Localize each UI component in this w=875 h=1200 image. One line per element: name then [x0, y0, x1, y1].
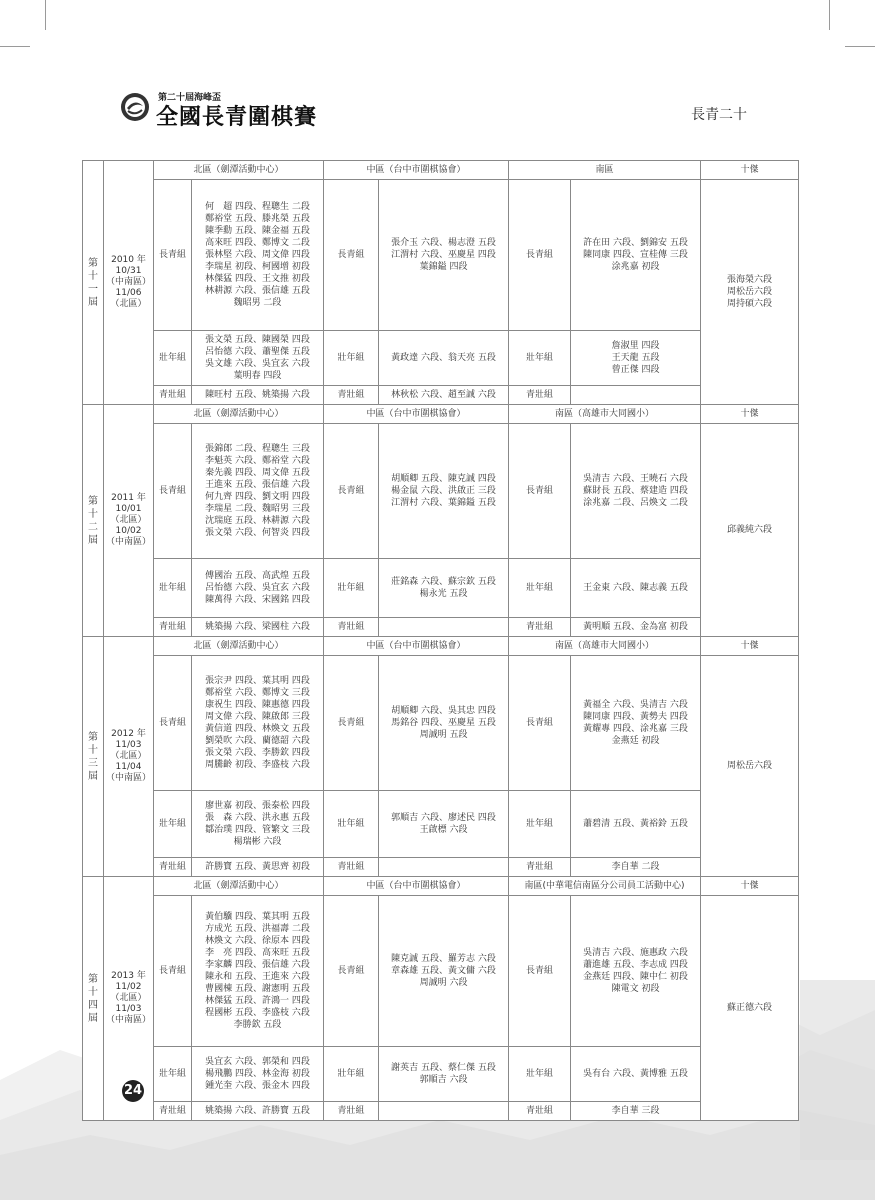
- central-players: [379, 331, 509, 386]
- central-players-line: 莊銘森 六段、蘇宗欽 五段: [391, 577, 496, 587]
- north-players-line: 沈瑞庭 五段、林耕源 六段: [205, 516, 310, 526]
- north-players: [192, 559, 324, 618]
- region-header-row: [83, 405, 799, 424]
- south-players-line: 黃福全 六段、吳清吉 六段: [583, 700, 688, 710]
- group-label: 長青組: [509, 896, 571, 1047]
- session-label: [83, 405, 104, 637]
- central-players: [379, 791, 509, 858]
- session-label-line: 屆: [88, 1012, 98, 1024]
- session-date-line: 11/02: [115, 982, 142, 992]
- north-players-line: 楊瑞彬 六段: [233, 837, 282, 847]
- north-players-line: 陳永和 五段、王進來 六段: [205, 972, 310, 982]
- session-label-line: 第: [88, 731, 98, 743]
- group-row-qingzhuang: [83, 618, 799, 637]
- north-players-line: 陳季勳 五段、陳金福 五段: [205, 226, 310, 236]
- group-row-qingzhuang: [83, 1102, 799, 1121]
- session-label-line: 三: [88, 757, 98, 769]
- group-row-zhuangnian: [83, 791, 799, 858]
- ten-elite-players-line: 周松岳六段: [727, 761, 773, 771]
- south-players-line: 蕭碧清 五段、黃裕鈴 五段: [583, 819, 688, 829]
- ten-elite-players-line: 邱義純六段: [727, 525, 773, 535]
- crop-mark: [829, 0, 830, 30]
- central-players-line: 陳克誠 五段、羅芳志 六段: [391, 954, 496, 964]
- section-title: 長青二十: [691, 107, 747, 123]
- central-players-line: 張介玉 六段、楊志澄 五段: [391, 238, 496, 248]
- central-region-header: 中區（台中市圍棋協會）: [324, 877, 509, 896]
- session-date-line: 11/06: [115, 288, 142, 298]
- north-region-header: 北區（劍潭活動中心）: [154, 161, 324, 180]
- south-players-line: 蕭進雄 五段、李志成 四段: [583, 960, 688, 970]
- group-label: 壯年組: [324, 1047, 379, 1102]
- north-players-line: 張文榮 五段、陳國榮 四段: [205, 335, 310, 345]
- south-players-line: 陳電文 初段: [611, 984, 660, 994]
- central-players: [379, 180, 509, 331]
- south-region-header: 南區: [509, 161, 701, 180]
- north-players-line: 張宗尹 四段、葉其明 四段: [205, 676, 310, 686]
- south-players-line: 曾正傑 四段: [611, 365, 660, 375]
- group-label: 長青組: [509, 424, 571, 559]
- north-region-header: 北區（劍潭活動中心）: [154, 637, 324, 656]
- group-label: 壯年組: [509, 791, 571, 858]
- north-players-line: 何九齊 四段、劉文明 四段: [205, 492, 310, 502]
- south-players-line: 李自華 二段: [611, 862, 660, 872]
- north-players-line: 鄒治璞 四段、管繁文 三段: [205, 825, 310, 835]
- results-table: [82, 160, 799, 1121]
- north-players-line: 姚築揚 六段、梁國柱 六段: [205, 622, 310, 632]
- region-header-row: [83, 877, 799, 896]
- south-players-line: 吳清吉 六段、王曉石 六段: [583, 474, 688, 484]
- north-players-line: 林煥文 六段、徐原本 四段: [205, 936, 310, 946]
- session-date-line: （北區）: [110, 299, 147, 309]
- north-players-line: 李 亮 四段、高來旺 五段: [205, 948, 310, 958]
- logo-title: 全國長青圍棋賽: [156, 105, 318, 130]
- north-players-line: 康祝生 四段、陳惠德 四段: [205, 700, 310, 710]
- north-players-line: 李瑞星 初段、柯國增 初段: [205, 262, 310, 272]
- group-label: 長青組: [324, 896, 379, 1047]
- session-date-line: （中南區）: [106, 1015, 152, 1025]
- south-players: [571, 180, 701, 331]
- south-players: [571, 896, 701, 1047]
- central-region-header: 中區（台中市圍棋協會）: [324, 161, 509, 180]
- session-date-line: 2010 年: [111, 255, 146, 265]
- north-players: [192, 656, 324, 791]
- group-label: 青壯組: [154, 386, 192, 405]
- north-players-line: 黃伯驥 四段、葉其明 五段: [205, 912, 310, 922]
- central-players-line: 郭順吉 六段: [419, 1075, 468, 1085]
- ten-elite-header: 十傑: [701, 161, 799, 180]
- ten-elite-header: 十傑: [701, 637, 799, 656]
- group-row-zhuangnian: [83, 331, 799, 386]
- north-players-line: 李瑞星 二段、魏昭男 三段: [205, 504, 310, 514]
- group-label: 壯年組: [324, 791, 379, 858]
- north-players-line: 程國彬 五段、李盛枝 六段: [205, 1008, 310, 1018]
- crop-mark: [0, 46, 30, 47]
- session-date-line: 2012 年: [111, 729, 146, 739]
- south-players-line: 黃明順 五段、金為富 初段: [583, 622, 688, 632]
- group-label: 青壯組: [509, 858, 571, 877]
- south-players: [571, 1047, 701, 1102]
- session-date-line: 11/03: [115, 740, 142, 750]
- central-region-header: 中區（台中市圍棋協會）: [324, 637, 509, 656]
- north-players: [192, 386, 324, 405]
- south-players-line: 李自華 三段: [611, 1106, 660, 1116]
- central-players-line: 謝英吉 五段、蔡仁傑 五段: [391, 1063, 496, 1073]
- north-players-line: 鄭裕堂 六段、鄭博文 三段: [205, 688, 310, 698]
- group-label: 壯年組: [509, 559, 571, 618]
- group-label: 壯年組: [154, 791, 192, 858]
- session-label-line: 屆: [88, 296, 98, 308]
- crop-mark: [45, 0, 46, 30]
- session-date: [104, 637, 154, 877]
- group-label: 青壯組: [324, 858, 379, 877]
- page-number: 24: [122, 1080, 144, 1102]
- north-players-line: 張 森 六段、洪永惠 五段: [205, 813, 310, 823]
- south-players-line: 黃耀專 四段、涂兆嘉 三段: [583, 724, 688, 734]
- central-players-line: 郭順吉 六段、廖述民 四段: [391, 813, 496, 823]
- south-players-line: 王金東 六段、陳志義 五段: [583, 583, 688, 593]
- crop-mark: [845, 46, 875, 47]
- north-players-line: 姚築揚 六段、許勝寶 五段: [205, 1106, 310, 1116]
- north-players-line: 吳文雄 六段、吳宜玄 六段: [205, 359, 310, 369]
- group-label: 長青組: [154, 656, 192, 791]
- ten-elite-players: [701, 180, 799, 405]
- south-players: [571, 559, 701, 618]
- north-players-line: 吳宜玄 六段、郭榮和 四段: [205, 1057, 310, 1067]
- session-date-line: （中南區）: [106, 537, 152, 547]
- ten-elite-players: [701, 656, 799, 877]
- central-players-line: 楊永光 五段: [419, 589, 468, 599]
- north-players-line: 廖世嘉 初段、張泰松 四段: [205, 801, 310, 811]
- session-date: [104, 161, 154, 405]
- ten-elite-players: [701, 424, 799, 637]
- north-players-line: 秦先義 四段、周文偉 五段: [205, 468, 310, 478]
- north-players-line: 陳萬得 六段、宋國銘 四段: [205, 595, 310, 605]
- session-date-line: （北區）: [110, 751, 147, 761]
- session-label-line: 二: [88, 521, 98, 533]
- north-players-line: 李勝欽 五段: [233, 1020, 282, 1030]
- group-label: 長青組: [154, 424, 192, 559]
- group-row-qingzhuang: [83, 858, 799, 877]
- group-label: 壯年組: [509, 331, 571, 386]
- north-players-line: 鄭裕堂 五段、滕兆榮 五段: [205, 214, 310, 224]
- north-players-line: 高來旺 四段、鄭博文 二段: [205, 238, 310, 248]
- north-region-header: 北區（劍潭活動中心）: [154, 877, 324, 896]
- session-label-line: 十: [88, 270, 98, 282]
- central-players-line: 周誠明 六段: [419, 978, 468, 988]
- central-players: [379, 424, 509, 559]
- central-players: [379, 618, 509, 637]
- group-label: 壯年組: [324, 559, 379, 618]
- central-players-line: 胡順卿 五段、陳克誠 四段: [391, 474, 496, 484]
- ten-elite-players-line: 周松岳六段: [727, 287, 773, 297]
- group-label: 青壯組: [509, 386, 571, 405]
- north-players-line: 曹國棟 五段、謝憲明 五段: [205, 984, 310, 994]
- south-players-line: 蘇財長 五段、蔡建造 四段: [583, 486, 688, 496]
- north-players: [192, 1102, 324, 1121]
- session-date-line: 11/03: [115, 1004, 142, 1014]
- south-players-line: 許在田 六段、劉錦安 五段: [583, 238, 688, 248]
- session-date-line: 2013 年: [111, 971, 146, 981]
- central-players: [379, 656, 509, 791]
- central-players-line: 王啟標 六段: [419, 825, 468, 835]
- north-players-line: 林傑猛 五段、許鴻一 四段: [205, 996, 310, 1006]
- session-date-line: （中南區）: [106, 773, 152, 783]
- group-label: 青壯組: [324, 1102, 379, 1121]
- central-region-header: 中區（台中市圍棋協會）: [324, 405, 509, 424]
- group-label: 壯年組: [509, 1047, 571, 1102]
- central-players: [379, 1102, 509, 1121]
- south-players: [571, 791, 701, 858]
- north-players-line: 張文榮 六段、何智炎 四段: [205, 528, 310, 538]
- session-label-line: 屆: [88, 770, 98, 782]
- north-players: [192, 331, 324, 386]
- north-players: [192, 1047, 324, 1102]
- ten-elite-players-line: 蘇正德六段: [727, 1003, 773, 1013]
- south-players-line: 陳同康 四段、宣桂傳 三段: [583, 250, 688, 260]
- north-players-line: 周文偉 六段、陳啟郎 三段: [205, 712, 310, 722]
- session-date-line: 2011 年: [111, 493, 146, 503]
- north-players-line: 鍾光奎 六段、張金木 四段: [205, 1081, 310, 1091]
- central-players: [379, 1047, 509, 1102]
- session-date-line: 10/31: [115, 266, 142, 276]
- south-players-line: 王天龍 五段: [611, 353, 660, 363]
- group-label: 壯年組: [154, 1047, 192, 1102]
- central-players: [379, 386, 509, 405]
- south-players-line: 金燕廷 四段、陳中仁 初段: [583, 972, 688, 982]
- group-label: 青壯組: [154, 858, 192, 877]
- ten-elite-players-line: 周持碩六段: [727, 299, 773, 309]
- central-players-line: 馬銘谷 四段、巫慶星 五段: [391, 718, 496, 728]
- north-players-line: 方成光 五段、洪福壽 二段: [205, 924, 310, 934]
- north-players-line: 傅國治 五段、高武煌 五段: [205, 571, 310, 581]
- south-players: [571, 656, 701, 791]
- session-date: [104, 405, 154, 637]
- central-players-line: 周誠明 五段: [419, 730, 468, 740]
- south-players-line: 吳有台 六段、黃博雅 五段: [583, 1069, 688, 1079]
- group-row-changqing: [83, 424, 799, 559]
- group-label: 青壯組: [509, 618, 571, 637]
- north-players: [192, 791, 324, 858]
- session-date-line: 11/04: [115, 762, 142, 772]
- session-label-line: 四: [88, 999, 98, 1011]
- group-label: 青壯組: [154, 1102, 192, 1121]
- north-players-line: 周騰齡 初段、李盛枝 六段: [205, 760, 310, 770]
- central-players: [379, 896, 509, 1047]
- south-region-header: 南區(中華電信南區分公司員工活動中心): [509, 877, 701, 896]
- ten-elite-players-line: 張海榮六段: [727, 275, 773, 285]
- north-players: [192, 858, 324, 877]
- north-players: [192, 896, 324, 1047]
- north-players-line: 張錦郎 二段、程聰生 三段: [205, 444, 310, 454]
- north-players-line: 何 超 四段、程聰生 二段: [205, 202, 310, 212]
- session-label-line: 屆: [88, 534, 98, 546]
- group-label: 長青組: [154, 896, 192, 1047]
- group-label: 長青組: [324, 656, 379, 791]
- north-players-line: 許勝寶 五段、黃思齊 初段: [205, 862, 310, 872]
- north-players-line: 黃信道 四段、林煥文 五段: [205, 724, 310, 734]
- south-players-line: 詹淑里 四段: [611, 341, 660, 351]
- north-players-line: 張文榮 六段、李勝欽 四段: [205, 748, 310, 758]
- group-row-qingzhuang: [83, 386, 799, 405]
- region-header-row: [83, 637, 799, 656]
- central-players-line: 章森雄 五段、黃文傭 六段: [391, 966, 496, 976]
- central-players: [379, 858, 509, 877]
- group-row-changqing: [83, 180, 799, 331]
- session-date-line: （北區）: [110, 515, 147, 525]
- logo-subtitle: 第二十屆海峰盃: [158, 93, 222, 103]
- south-players: [571, 424, 701, 559]
- north-players-line: 魏昭男 二段: [233, 298, 282, 308]
- group-row-zhuangnian: [83, 559, 799, 618]
- south-players: [571, 858, 701, 877]
- north-players-line: 葉明春 四段: [233, 371, 282, 381]
- group-label: 青壯組: [154, 618, 192, 637]
- north-region-header: 北區（劍潭活動中心）: [154, 405, 324, 424]
- group-label: 壯年組: [324, 331, 379, 386]
- south-players: [571, 618, 701, 637]
- group-label: 長青組: [154, 180, 192, 331]
- north-players-line: 楊飛鵬 四段、林金海 初段: [205, 1069, 310, 1079]
- session-date-line: （北區）: [110, 993, 147, 1003]
- north-players-line: 王進來 五段、張信雄 六段: [205, 480, 310, 490]
- group-row-changqing: [83, 656, 799, 791]
- north-players-line: 呂怡德 六段、蕭聖傑 五段: [205, 347, 310, 357]
- session-date-line: 10/01: [115, 504, 142, 514]
- group-label: 青壯組: [324, 386, 379, 405]
- session-label-line: 十: [88, 744, 98, 756]
- north-players-line: 呂怡德 六段、吳宜玄 六段: [205, 583, 310, 593]
- session-date-line: （中南區）: [106, 277, 152, 287]
- session-label-line: 第: [88, 973, 98, 985]
- results-table-body: [83, 161, 799, 1121]
- session-label-line: 第: [88, 257, 98, 269]
- central-players-line: 黃政達 六段、翁天亮 五段: [391, 353, 496, 363]
- group-label: 壯年組: [154, 559, 192, 618]
- group-row-zhuangnian: [83, 1047, 799, 1102]
- session-label: [83, 161, 104, 405]
- group-label: 青壯組: [324, 618, 379, 637]
- central-players-line: 江渭村 六段、巫慶星 四段: [391, 250, 496, 260]
- group-label: 長青組: [509, 656, 571, 791]
- north-players-line: 李魁英 六段、鄭裕堂 六段: [205, 456, 310, 466]
- north-players-line: 林傑猛 四段、王文推 初段: [205, 274, 310, 284]
- session-label-line: 第: [88, 495, 98, 507]
- session-label-line: 一: [88, 283, 98, 295]
- session-label: [83, 877, 104, 1121]
- tournament-logo-icon: [120, 92, 150, 122]
- north-players-line: 張林堅 六段、周文偉 四段: [205, 250, 310, 260]
- south-players-line: 陳同康 四段、黃勢夫 四段: [583, 712, 688, 722]
- north-players-line: 劉榮吹 六段、藺德韶 六段: [205, 736, 310, 746]
- central-players-line: 江渭村 六段、葉錦鎰 五段: [391, 498, 496, 508]
- ten-elite-players: [701, 896, 799, 1121]
- south-players: [571, 331, 701, 386]
- south-players-line: 涂兆嘉 初段: [611, 262, 660, 272]
- north-players: [192, 180, 324, 331]
- session-date-line: 10/02: [115, 526, 142, 536]
- central-players-line: 林秋松 六段、趙至誠 六段: [391, 390, 496, 400]
- group-label: 長青組: [324, 424, 379, 559]
- north-players: [192, 424, 324, 559]
- central-players: [379, 559, 509, 618]
- session-label-line: 十: [88, 986, 98, 998]
- south-players: [571, 386, 701, 405]
- group-row-changqing: [83, 896, 799, 1047]
- group-label: 壯年組: [154, 331, 192, 386]
- group-label: 長青組: [509, 180, 571, 331]
- group-label: 青壯組: [509, 1102, 571, 1121]
- session-label: [83, 637, 104, 877]
- ten-elite-header: 十傑: [701, 405, 799, 424]
- central-players-line: 楊金鼠 六段、洪啟正 三段: [391, 486, 496, 496]
- north-players: [192, 618, 324, 637]
- central-players-line: 胡順卿 六段、吳其忠 四段: [391, 706, 496, 716]
- south-players-line: 金燕廷 初段: [611, 736, 660, 746]
- north-players-line: 陳旺村 五段、姚築揚 六段: [205, 390, 310, 400]
- south-players-line: 涂兆嘉 二段、呂煥文 二段: [583, 498, 688, 508]
- central-players-line: 葉錦鎰 四段: [419, 262, 468, 272]
- ten-elite-header: 十傑: [701, 877, 799, 896]
- session-label-line: 十: [88, 508, 98, 520]
- region-header-row: [83, 161, 799, 180]
- north-players-line: 李家麟 四段、張信雄 六段: [205, 960, 310, 970]
- group-label: 長青組: [324, 180, 379, 331]
- south-region-header: 南區（高雄市大同國小）: [509, 637, 701, 656]
- north-players-line: 林耕源 六段、張信雄 五段: [205, 286, 310, 296]
- south-region-header: 南區（高雄市大同國小）: [509, 405, 701, 424]
- south-players-line: 吳清吉 六段、施惠政 六段: [583, 948, 688, 958]
- south-players: [571, 1102, 701, 1121]
